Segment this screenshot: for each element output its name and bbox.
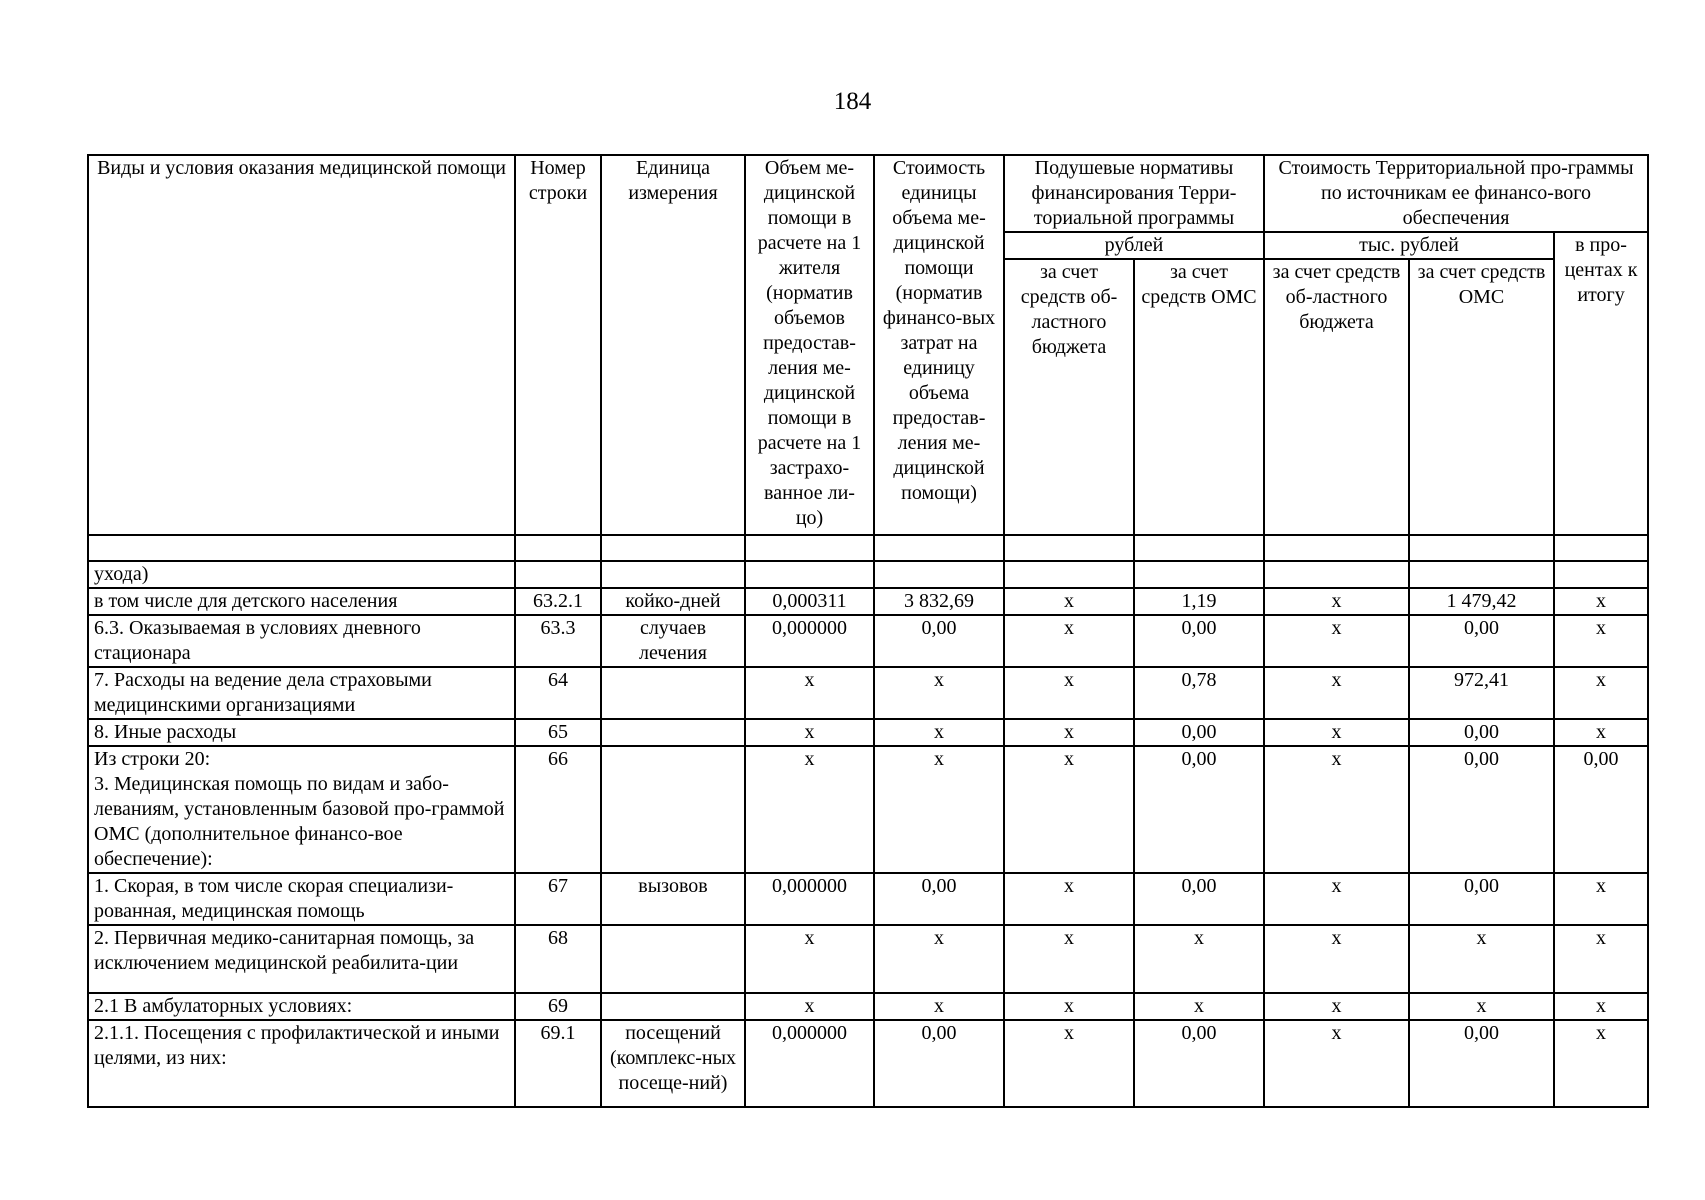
cell-unit: койко-дней	[601, 588, 745, 615]
cell-pc-budget: х	[1004, 615, 1134, 667]
cell-name: 7. Расходы на ведение дела страховыми медицинскими организациями	[88, 667, 515, 719]
cell-tc-oms: х	[1409, 925, 1554, 993]
cell-tc-oms: 0,00	[1409, 719, 1554, 746]
cell-tc-oms: 0,00	[1409, 746, 1554, 873]
cell-unit	[601, 561, 745, 588]
cell-volume: 0,000000	[745, 1020, 874, 1107]
table-row	[88, 561, 1648, 588]
header-regional-budget-2: за счет средств об-ластного бюджета	[1264, 259, 1409, 535]
cell-no: 69.1	[515, 1020, 601, 1107]
financing-table	[87, 154, 1649, 1108]
cell-no	[515, 561, 601, 588]
table-row	[88, 667, 1648, 719]
cell-pc-oms: 0,00	[1134, 746, 1264, 873]
cell-pc-budget: х	[1004, 993, 1134, 1020]
cell-tc-oms	[1409, 561, 1554, 588]
cell-no: 68	[515, 925, 601, 993]
header-territorial-cost: Стоимость Территориальной про-граммы по источникам ее финансо-вого обеспечения	[1264, 155, 1648, 232]
cell-tc-budget: х	[1264, 925, 1409, 993]
header-cost-unit: Стоимость единицы объема ме-дицинской помощи (норматив финансо-вых затрат на единицу объема предостав-ления ме-дицинской помощи)	[874, 155, 1004, 535]
cell-pct: х	[1554, 667, 1648, 719]
cell-cost: х	[874, 746, 1004, 873]
cell-volume: 0,000000	[745, 615, 874, 667]
cell-name: 2.1.1. Посещения с профилактической и иными целями, из них:	[88, 1020, 515, 1107]
table-row	[88, 1020, 1648, 1107]
cell-name: 8. Иные расходы	[88, 719, 515, 746]
table-row	[88, 746, 1648, 873]
cell-tc-oms: 1 479,42	[1409, 588, 1554, 615]
cell-pc-oms	[1134, 561, 1264, 588]
cell-volume: х	[745, 993, 874, 1020]
table-row	[88, 993, 1648, 1020]
table-body	[88, 561, 1648, 1107]
header-regional-budget-1: за счет средств об-ластного бюджета	[1004, 259, 1134, 535]
cell-name: 2. Первичная медико-санитарная помощь, за исключением медицинской реабилита-ции	[88, 925, 515, 993]
cell-pct: х	[1554, 588, 1648, 615]
header-rubles: рублей	[1004, 232, 1264, 259]
cell-unit	[601, 667, 745, 719]
table-row	[88, 615, 1648, 667]
cell-cost: 0,00	[874, 873, 1004, 925]
cell-cost	[874, 561, 1004, 588]
cell-tc-budget: х	[1264, 588, 1409, 615]
cell-pct: х	[1554, 925, 1648, 993]
cell-pc-budget: х	[1004, 588, 1134, 615]
cell-tc-oms: 0,00	[1409, 873, 1554, 925]
cell-pct: х	[1554, 1020, 1648, 1107]
cell-pc-oms: х	[1134, 925, 1264, 993]
table-row	[88, 719, 1648, 746]
cell-volume: 0,000000	[745, 873, 874, 925]
cell-cost: х	[874, 925, 1004, 993]
header-per-capita: Подушевые нормативы финансирования Терри-ториальной программы	[1004, 155, 1264, 232]
cell-no: 64	[515, 667, 601, 719]
cell-no: 67	[515, 873, 601, 925]
cell-name: 2.1 В амбулаторных условиях:	[88, 993, 515, 1020]
cell-cost: х	[874, 667, 1004, 719]
cell-tc-budget	[1264, 561, 1409, 588]
cell-volume: х	[745, 746, 874, 873]
cell-pc-budget	[1004, 561, 1134, 588]
cell-name: Из строки 20: 3. Медицинская помощь по видам и забо-леваниям, установленным базовой про-граммой ОМС (дополнительное финансо-вое обеспечение):	[88, 746, 515, 873]
cell-pct: х	[1554, 615, 1648, 667]
cell-volume: х	[745, 925, 874, 993]
cell-tc-budget: х	[1264, 719, 1409, 746]
cell-pc-budget: х	[1004, 746, 1134, 873]
cell-pct: 0,00	[1554, 746, 1648, 873]
page-number: 184	[833, 88, 872, 115]
cell-tc-budget: х	[1264, 873, 1409, 925]
cell-tc-oms: 0,00	[1409, 615, 1554, 667]
cell-volume: 0,000311	[745, 588, 874, 615]
cell-pc-oms: 1,19	[1134, 588, 1264, 615]
cell-pc-oms: 0,00	[1134, 873, 1264, 925]
cell-tc-budget: х	[1264, 746, 1409, 873]
cell-pct: х	[1554, 719, 1648, 746]
header-types: Виды и условия оказания медицинской помощи	[88, 155, 515, 535]
cell-volume: х	[745, 667, 874, 719]
cell-volume: х	[745, 719, 874, 746]
cell-unit: случаев лечения	[601, 615, 745, 667]
header-row-1	[88, 155, 1648, 232]
cell-no: 69	[515, 993, 601, 1020]
cell-pc-oms: 0,78	[1134, 667, 1264, 719]
cell-cost: х	[874, 719, 1004, 746]
cell-tc-oms: 972,41	[1409, 667, 1554, 719]
cell-name: в том числе для детского населения	[88, 588, 515, 615]
cell-name: 6.3. Оказываемая в условиях дневного стационара	[88, 615, 515, 667]
cell-unit: вызовов	[601, 873, 745, 925]
cell-pc-budget: х	[1004, 925, 1134, 993]
cell-pc-oms: х	[1134, 993, 1264, 1020]
cell-cost: 0,00	[874, 1020, 1004, 1107]
header-thousand-rubles: тыс. рублей	[1264, 232, 1554, 259]
header-volume: Объем ме-дицинской помощи в расчете на 1 жителя (норматив объемов предостав-ления ме-дицинской помощи в расчете на 1 застрахо-ванное ли-цо)	[745, 155, 874, 535]
cell-no: 66	[515, 746, 601, 873]
cell-tc-oms: 0,00	[1409, 1020, 1554, 1107]
cell-cost: х	[874, 993, 1004, 1020]
cell-unit	[601, 925, 745, 993]
cell-tc-budget: х	[1264, 667, 1409, 719]
cell-pct: х	[1554, 993, 1648, 1020]
header-oms-1: за счет средств ОМС	[1134, 259, 1264, 535]
cell-cost: 3 832,69	[874, 588, 1004, 615]
header-unit: Единица измерения	[601, 155, 745, 535]
header-spacer-row	[88, 535, 1648, 561]
cell-tc-budget: х	[1264, 615, 1409, 667]
cell-tc-budget: х	[1264, 993, 1409, 1020]
cell-pc-budget: х	[1004, 1020, 1134, 1107]
cell-pct: х	[1554, 873, 1648, 925]
cell-pc-budget: х	[1004, 719, 1134, 746]
cell-tc-oms: х	[1409, 993, 1554, 1020]
cell-name: ухода)	[88, 561, 515, 588]
cell-cost: 0,00	[874, 615, 1004, 667]
cell-no: 63.3	[515, 615, 601, 667]
cell-unit	[601, 993, 745, 1020]
cell-pct	[1554, 561, 1648, 588]
cell-pc-oms: 0,00	[1134, 719, 1264, 746]
table-row	[88, 588, 1648, 615]
cell-name: 1. Скорая, в том числе скорая специализи-рованная, медицинская помощь	[88, 873, 515, 925]
cell-pc-oms: 0,00	[1134, 615, 1264, 667]
cell-unit	[601, 746, 745, 873]
header-row-no: Номер строки	[515, 155, 601, 535]
table-row	[88, 873, 1648, 925]
cell-volume	[745, 561, 874, 588]
cell-unit: посещений (комплекс-ных посеще-ний)	[601, 1020, 745, 1107]
cell-no: 63.2.1	[515, 588, 601, 615]
cell-tc-budget: х	[1264, 1020, 1409, 1107]
cell-no: 65	[515, 719, 601, 746]
header-oms-2: за счет средств ОМС	[1409, 259, 1554, 535]
cell-unit	[601, 719, 745, 746]
cell-pc-oms: 0,00	[1134, 1020, 1264, 1107]
cell-pc-budget: х	[1004, 873, 1134, 925]
header-percent: в про-центах к итогу	[1554, 232, 1648, 535]
table-row	[88, 925, 1648, 993]
cell-pc-budget: х	[1004, 667, 1134, 719]
